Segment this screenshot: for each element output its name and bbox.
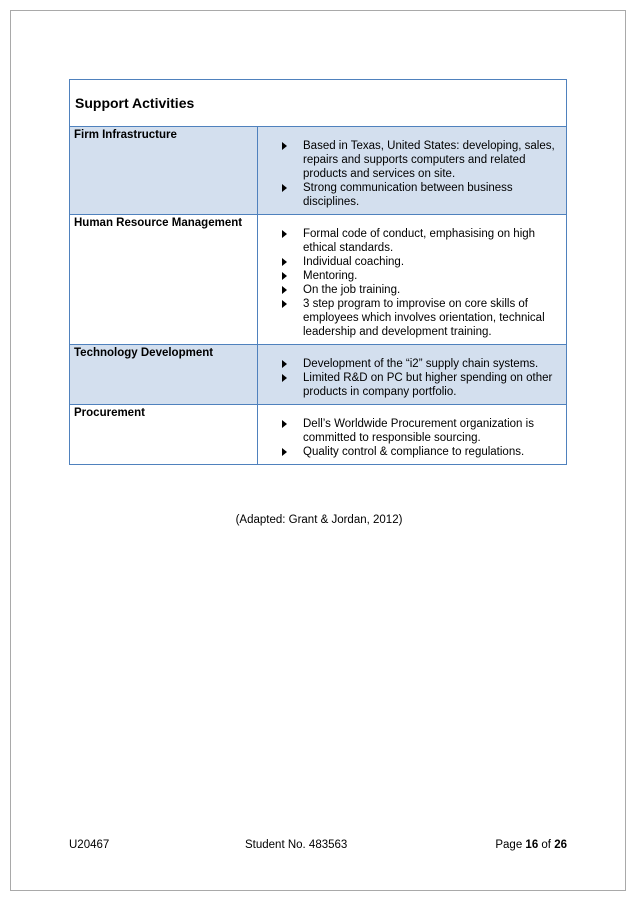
activity-label: Technology Development	[70, 345, 258, 404]
bullet-arrow-icon	[282, 184, 287, 192]
bullet-arrow-icon	[282, 448, 287, 456]
list-item-text: Limited R&D on PC but higher spending on other products in company portfolio.	[303, 372, 553, 398]
activity-details	[258, 127, 566, 214]
list-item	[282, 227, 560, 255]
activity-label: Firm Infrastructure	[70, 127, 258, 214]
page-total: 26	[554, 839, 567, 851]
list-item-text: Individual coaching.	[303, 256, 405, 268]
table-row	[70, 405, 566, 464]
list-item	[282, 139, 560, 181]
list-item-text: On the job training.	[303, 284, 401, 296]
footer-id: U20467	[69, 839, 110, 851]
bullet-arrow-icon	[282, 300, 287, 308]
bullet-arrow-icon	[282, 272, 287, 280]
list-item	[282, 417, 560, 445]
bullet-list	[282, 227, 560, 339]
footer-page-number	[495, 839, 567, 851]
table-row	[70, 127, 566, 215]
table-row	[70, 345, 566, 405]
activity-details	[258, 405, 566, 464]
list-item-text: 3 step program to improvise on core skills of employees which involves orientation, technical leadership and development training.	[303, 298, 545, 338]
list-item-text: Strong communication between business disciplines.	[303, 182, 513, 208]
activity-details	[258, 215, 566, 344]
bullet-list	[282, 357, 560, 399]
list-item-text: Development of the “i2” supply chain systems.	[303, 358, 539, 370]
table-body	[70, 127, 566, 464]
list-item	[282, 357, 560, 371]
page-of: of	[538, 839, 555, 851]
support-activities-table	[69, 79, 567, 465]
bullet-arrow-icon	[282, 420, 287, 428]
list-item-text: Based in Texas, United States: developing, sales, repairs and supports computers and related products and services on site.	[303, 140, 555, 180]
activity-label: Procurement	[70, 405, 258, 464]
bullet-arrow-icon	[282, 142, 287, 150]
list-item	[282, 283, 560, 297]
list-item	[282, 297, 560, 339]
list-item-text: Mentoring.	[303, 270, 358, 282]
bullet-list	[282, 139, 560, 209]
page-prefix: Page	[495, 839, 526, 851]
bullet-arrow-icon	[282, 230, 287, 238]
list-item-text: Quality control & compliance to regulations.	[303, 446, 525, 458]
list-item	[282, 181, 560, 209]
list-item-text: Formal code of conduct, emphasising on high ethical standards.	[303, 228, 536, 254]
page-current: 16	[525, 839, 539, 851]
bullet-arrow-icon	[282, 286, 287, 294]
bullet-arrow-icon	[282, 360, 287, 368]
bullet-list	[282, 417, 560, 459]
table-title: Support Activities	[75, 95, 195, 111]
table-header	[70, 80, 566, 127]
list-item	[282, 269, 560, 283]
list-item-text: Dell’s Worldwide Procurement organization is committed to responsible sourcing.	[303, 418, 534, 444]
table-caption: (Adapted: Grant & Jordan, 2012)	[235, 514, 403, 526]
activity-details	[258, 345, 566, 404]
bullet-arrow-icon	[282, 374, 287, 382]
table-row	[70, 215, 566, 345]
footer-student-number: Student No. 483563	[245, 839, 348, 851]
activity-label: Human Resource Management	[70, 215, 258, 344]
bullet-arrow-icon	[282, 258, 287, 266]
list-item	[282, 445, 560, 459]
list-item	[282, 255, 560, 269]
list-item	[282, 371, 560, 399]
